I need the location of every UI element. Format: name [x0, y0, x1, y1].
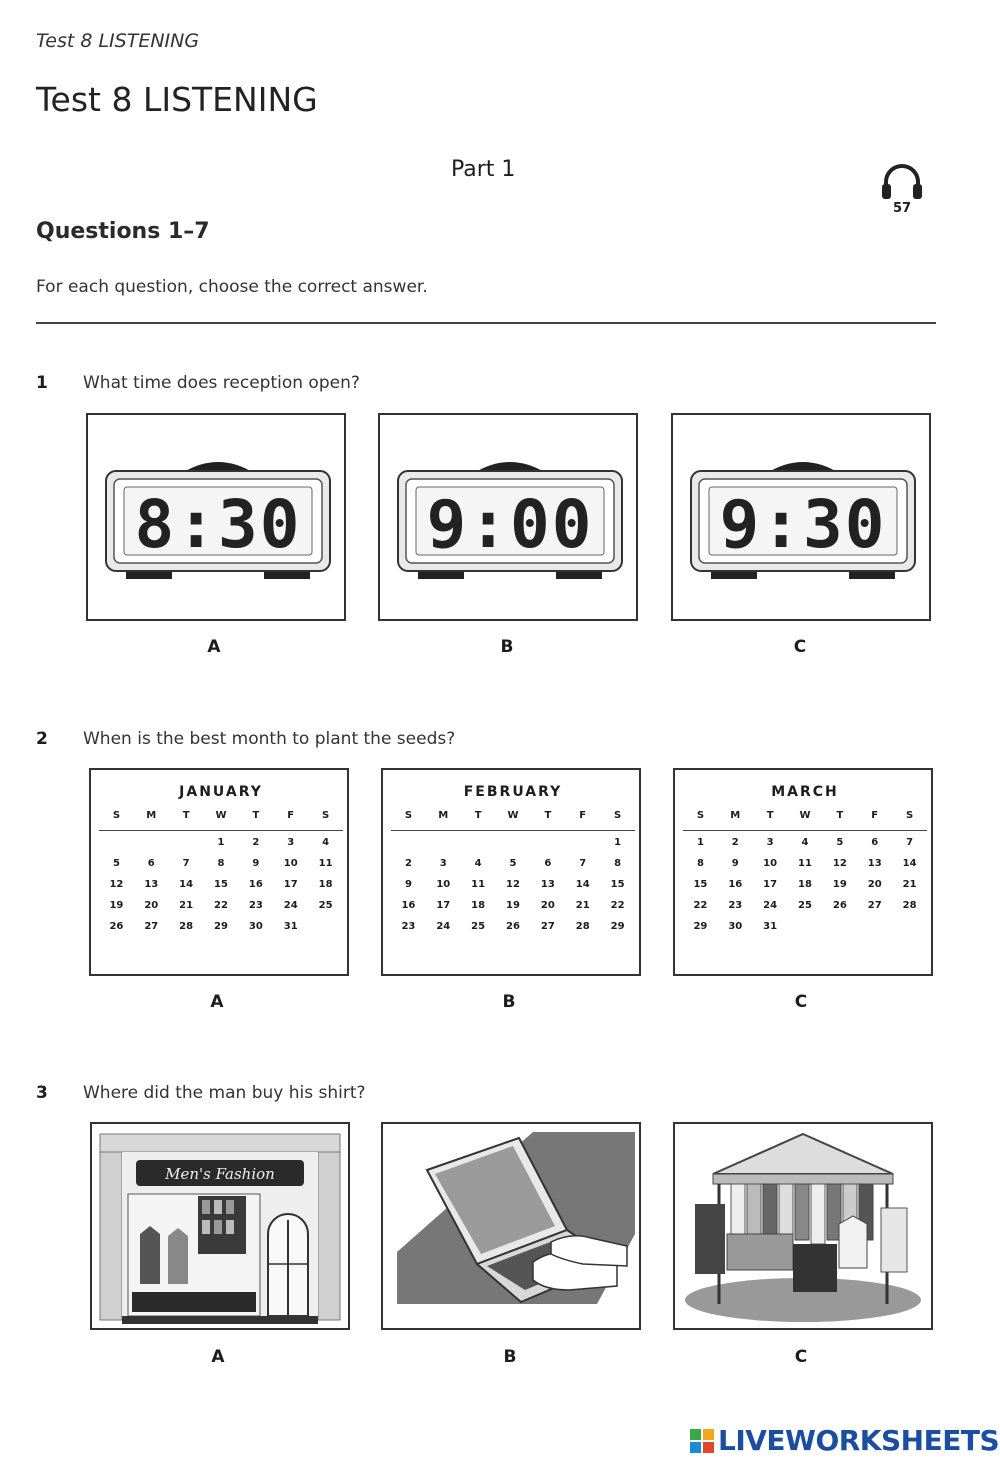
weekday-label: T	[252, 810, 260, 821]
alarm-clock	[689, 441, 917, 581]
calendar-day: 29	[610, 921, 625, 932]
calendar-days	[391, 835, 635, 935]
calendar-day: 1	[614, 837, 622, 848]
calendar-day: 9	[731, 858, 739, 869]
calendar-day: 25	[471, 921, 486, 932]
calendar-day: 3	[766, 837, 774, 848]
calendar-month: MARCH	[771, 784, 839, 800]
calendar-day: 20	[867, 879, 882, 890]
calendar-day: 9	[252, 858, 260, 869]
calendar-day: 16	[248, 879, 263, 890]
calendar-day: 18	[318, 879, 333, 890]
calendar-weekdays	[99, 808, 343, 831]
question-1-option-b[interactable]	[378, 413, 638, 621]
calendar-days	[683, 835, 927, 935]
page-title: Test 8 LISTENING	[36, 80, 318, 119]
calendar-day: 28	[575, 921, 590, 932]
calendar-day: 11	[798, 858, 812, 869]
weekday-label: S	[613, 810, 622, 821]
calendar-day: 27	[867, 900, 882, 911]
shop-front-illustration	[92, 1124, 348, 1328]
calendar-day: 22	[693, 900, 708, 911]
calendar-day: 19	[832, 879, 847, 890]
audio-track-number: 57	[892, 201, 912, 216]
calendar-weekdays	[391, 808, 635, 831]
question-1-text: What time does reception open?	[83, 373, 360, 393]
calendar-day: 13	[867, 858, 882, 869]
calendar-day: 13	[144, 879, 159, 890]
weekday-label: M	[730, 810, 741, 821]
calendar-day: 27	[540, 921, 555, 932]
calendar-day: 6	[871, 837, 879, 848]
calendar-day: 1	[696, 837, 704, 848]
question-1-option-a[interactable]	[86, 413, 346, 621]
calendar-day: 3	[439, 858, 447, 869]
weekday-label: F	[287, 810, 295, 821]
calendar-day: 23	[401, 921, 416, 932]
option-label: B	[503, 1347, 517, 1367]
audio-track-marker	[878, 160, 926, 220]
question-1-option-c[interactable]	[671, 413, 931, 621]
calendar-month: JANUARY	[179, 784, 263, 800]
calendar-blank	[134, 835, 169, 851]
question-1-number: 1	[36, 373, 48, 393]
weekday-label: S	[696, 810, 705, 821]
calendar-blank	[461, 835, 496, 851]
calendar-day: 1	[217, 837, 225, 848]
calendar-day: 24	[283, 900, 298, 911]
option-label: A	[210, 992, 224, 1012]
alarm-clock	[396, 441, 624, 581]
calendar-day: 17	[283, 879, 298, 890]
calendar	[99, 784, 343, 935]
calendar-day: 16	[728, 879, 743, 890]
calendar-day: 7	[906, 837, 914, 848]
calendar-day: 26	[832, 900, 847, 911]
weekday-label: F	[579, 810, 587, 821]
weekday-label: S	[321, 810, 330, 821]
calendar-month: FEBRUARY	[463, 784, 563, 800]
calendar-day: 8	[696, 858, 704, 869]
calendar-day: 19	[506, 900, 520, 911]
clock-time: 9:00	[426, 486, 594, 563]
question-3-text: Where did the man buy his shirt?	[83, 1083, 366, 1103]
weekday-label: T	[182, 810, 190, 821]
market-stall-illustration	[675, 1124, 931, 1328]
calendar-day: 6	[544, 858, 552, 869]
question-2-option-c[interactable]	[673, 768, 933, 976]
calendar-day: 5	[112, 858, 120, 869]
option-label: A	[207, 637, 221, 657]
calendar-day: 4	[801, 837, 809, 848]
question-3-option-c[interactable]	[673, 1122, 933, 1330]
alarm-clock	[104, 441, 332, 581]
weekday-label: F	[871, 810, 879, 821]
calendar-day: 5	[509, 858, 517, 869]
calendar-day: 4	[474, 858, 482, 869]
calendar-day: 10	[436, 879, 451, 890]
calendar-day: 25	[798, 900, 812, 911]
calendar-day: 16	[401, 900, 416, 911]
calendar-day: 9	[404, 879, 412, 890]
calendar	[683, 784, 927, 935]
calendar-day: 20	[540, 900, 555, 911]
calendar-day: 21	[179, 900, 194, 911]
calendar-day: 11	[318, 858, 333, 869]
calendar-day: 8	[217, 858, 225, 869]
laptop-online-shopping-illustration	[383, 1124, 639, 1328]
weekday-label: T	[544, 810, 552, 821]
calendar-blank	[426, 835, 461, 851]
calendar-day: 27	[144, 921, 159, 932]
weekday-label: S	[905, 810, 914, 821]
calendar-day: 31	[763, 921, 778, 932]
calendar-day: 4	[322, 837, 330, 848]
question-2-option-b[interactable]	[381, 768, 641, 976]
question-2-option-a[interactable]	[89, 768, 349, 976]
calendar-day: 19	[109, 900, 124, 911]
weekday-label: W	[799, 810, 811, 821]
option-label: B	[502, 992, 516, 1012]
calendar-day: 18	[471, 900, 486, 911]
calendar-day: 7	[579, 858, 587, 869]
calendar-blank	[99, 835, 134, 851]
option-label: B	[500, 637, 514, 657]
clock-time: 9:30	[719, 486, 887, 563]
calendar-day: 15	[214, 879, 228, 890]
calendar-blank	[496, 835, 531, 851]
calendar-day: 14	[902, 858, 917, 869]
weekday-label: S	[404, 810, 413, 821]
calendar-day: 12	[109, 879, 124, 890]
part-heading: Part 1	[451, 157, 516, 182]
weekday-label: W	[507, 810, 519, 821]
weekday-label: M	[438, 810, 449, 821]
clock-time: 8:30	[134, 486, 302, 563]
calendar-day: 24	[763, 900, 778, 911]
calendar-day: 15	[693, 879, 708, 890]
calendar-day: 26	[506, 921, 520, 932]
calendar-day: 3	[287, 837, 295, 848]
brand-name: LIVEWORKSHEETS	[718, 1424, 1000, 1457]
calendar-day: 10	[763, 858, 778, 869]
calendar-day: 23	[248, 900, 263, 911]
calendar-day: 5	[836, 837, 844, 848]
option-label: C	[793, 637, 807, 657]
calendar-day: 11	[471, 879, 486, 890]
weekday-label: S	[112, 810, 121, 821]
calendar-blank	[169, 835, 204, 851]
question-3-option-a[interactable]	[90, 1122, 350, 1330]
calendar-day: 21	[575, 900, 590, 911]
calendar-day: 17	[436, 900, 451, 911]
calendar-day: 24	[436, 921, 451, 932]
calendar-day: 30	[728, 921, 743, 932]
calendar-day: 14	[575, 879, 590, 890]
question-2-number: 2	[36, 729, 48, 749]
question-3-number: 3	[36, 1083, 48, 1103]
instruction: For each question, choose the correct answer.	[36, 277, 428, 297]
calendar	[391, 784, 635, 935]
calendar-day: 12	[832, 858, 847, 869]
calendar-day: 22	[214, 900, 228, 911]
calendar-day: 2	[731, 837, 739, 848]
calendar-day: 21	[902, 879, 917, 890]
option-label: C	[794, 992, 808, 1012]
weekday-label: T	[836, 810, 844, 821]
calendar-day: 22	[610, 900, 625, 911]
questions-range: Questions 1–7	[36, 219, 210, 244]
calendar-blank	[530, 835, 565, 851]
calendar-day: 2	[252, 837, 260, 848]
calendar-day: 14	[179, 879, 194, 890]
headphones-icon	[878, 160, 926, 202]
calendar-day: 13	[540, 879, 555, 890]
liveworksheets-logo-icon	[689, 1428, 715, 1454]
calendar-day: 17	[763, 879, 778, 890]
calendar-day: 29	[214, 921, 228, 932]
calendar-blank	[565, 835, 600, 851]
calendar-day: 25	[318, 900, 333, 911]
calendar-weekdays	[683, 808, 927, 831]
calendar-day: 31	[283, 921, 298, 932]
calendar-day: 10	[283, 858, 298, 869]
calendar-day: 28	[902, 900, 917, 911]
calendar-day: 29	[693, 921, 708, 932]
calendar-day: 20	[144, 900, 159, 911]
running-head: Test 8 LISTENING	[36, 30, 200, 52]
divider	[36, 322, 936, 324]
weekday-label: M	[146, 810, 157, 821]
weekday-label: T	[766, 810, 774, 821]
weekday-label: T	[474, 810, 482, 821]
question-2-text: When is the best month to plant the seeds?	[83, 729, 456, 749]
option-label: A	[211, 1347, 225, 1367]
calendar-day: 2	[404, 858, 412, 869]
calendar-days	[99, 835, 343, 935]
calendar-day: 18	[798, 879, 812, 890]
weekday-label: W	[215, 810, 227, 821]
calendar-day: 28	[179, 921, 194, 932]
question-3-option-b[interactable]	[381, 1122, 641, 1330]
option-label: C	[794, 1347, 808, 1367]
calendar-day: 15	[610, 879, 625, 890]
liveworksheets-brand	[689, 1424, 999, 1457]
calendar-day: 6	[147, 858, 155, 869]
shop-sign: Men's Fashion	[165, 1165, 275, 1183]
calendar-day: 12	[506, 879, 520, 890]
calendar-day: 8	[614, 858, 622, 869]
calendar-day: 30	[248, 921, 263, 932]
calendar-day: 23	[728, 900, 743, 911]
calendar-day: 7	[182, 858, 190, 869]
calendar-day: 26	[109, 921, 124, 932]
calendar-blank	[391, 835, 426, 851]
